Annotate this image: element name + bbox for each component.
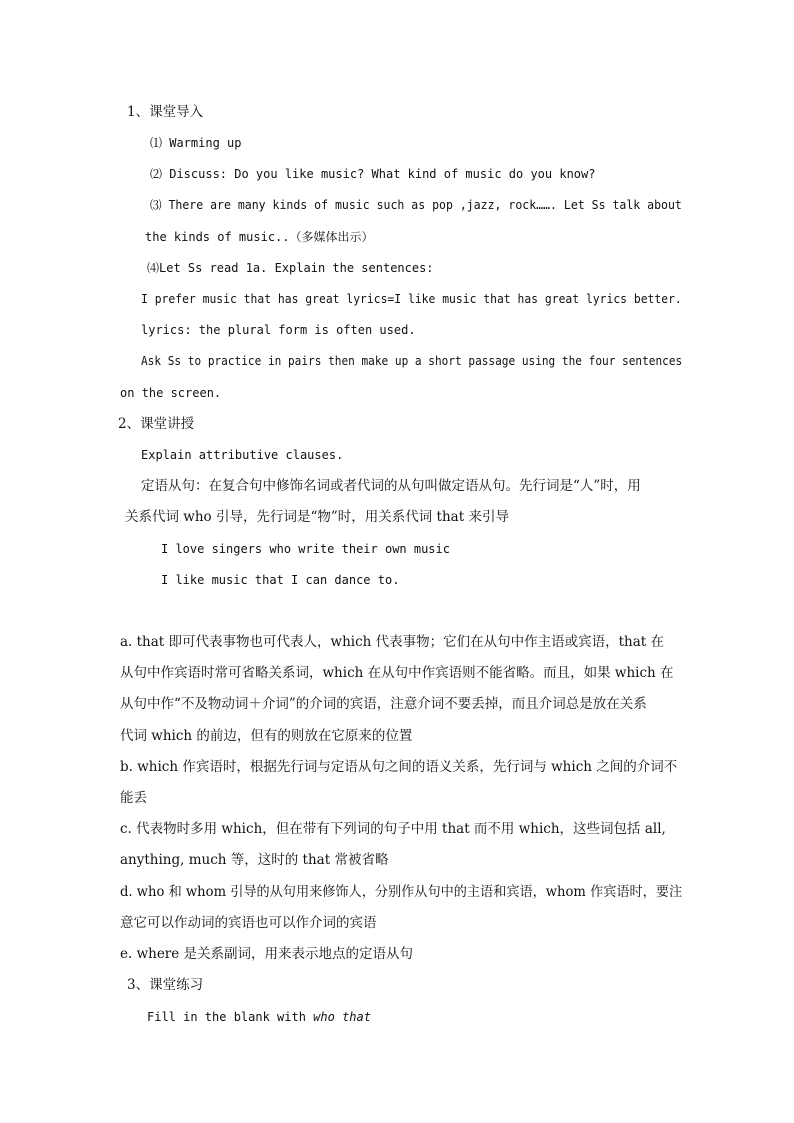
definition-line2: 关系代词 who 引导，先行词是“物”时，用关系代词 that 来引导 — [125, 509, 509, 525]
rule-a-line1: a. that 即可代表事物也可代表人，which 代表事物；它们在从句中作主语或宾语，that 在 — [120, 634, 665, 650]
fill-in-words: who that — [313, 1010, 371, 1024]
item-kinds-line1: ⑶ There are many kinds of music such as pop ,jazz, rock……. Let Ss talk about — [150, 198, 682, 212]
item-read-1a: ⑷Let Ss read 1a. Explain the sentences: — [147, 261, 434, 275]
example-sentence-2: I like music that I can dance to. — [161, 573, 400, 587]
rule-c-line2: anything, much 等，这时的 that 常被省略 — [120, 852, 389, 868]
rule-a-line4: 代词 which 的前边，但有的则放在它原来的位置 — [120, 728, 413, 744]
heading-intro: 1、课堂导入 — [127, 104, 204, 120]
fill-in-prefix: Fill in the blank with — [147, 1010, 314, 1024]
practice-line1: Ask Ss to practice in pairs then make up a short passage using the four sentences — [141, 354, 683, 368]
rule-a-line3: 从句中作“不及物动词＋介词”的介词的宾语，注意介词不要丢掉，而且介词总是放在关系 — [120, 696, 647, 712]
rule-b-line1: b. which 作宾语时，根据先行词与定语从句之间的语义关系，先行词与 which 之间的介词不 — [120, 759, 678, 775]
sentence-lyrics: lyrics: the plural form is often used. — [141, 323, 416, 337]
rule-b-line2: 能丢 — [120, 790, 147, 806]
definition-line1: 定语从句：在复合句中修饰名词或者代词的从句叫做定语从句。先行词是“人”时，用 — [141, 478, 641, 494]
heading-practice: 3、课堂练习 — [127, 977, 204, 993]
sentence-prefer: I prefer music that has great lyrics=I like music that has great lyrics better. — [141, 292, 682, 306]
rule-a-line2: 从句中作宾语时常可省略关系词，which 在从句中作宾语则不能省略。而且，如果 which 在 — [120, 665, 674, 681]
fill-in-instruction — [147, 1007, 371, 1027]
heading-teaching: 2、课堂讲授 — [118, 416, 195, 432]
rule-c-line1: c. 代表物时多用 which，但在带有下列词的句子中用 that 而不用 which，这些词包括 all, — [120, 821, 666, 837]
explain-line: Explain attributive clauses. — [141, 448, 344, 462]
practice-line2: on the screen. — [120, 386, 222, 400]
example-sentence-1: I love singers who write their own music — [161, 542, 450, 556]
item-discuss: ⑵ Discuss: Do you like music? What kind of music do you know? — [150, 167, 596, 181]
rule-d-line2: 意它可以作动词的宾语也可以作介词的宾语 — [120, 915, 377, 931]
item-kinds-line2: the kinds of music..（多媒体出示） — [145, 230, 374, 244]
rule-e-line1: e. where 是关系副词，用来表示地点的定语从句 — [120, 946, 414, 962]
rule-d-line1: d. who 和 whom 引导的从句用来修饰人，分别作从句中的主语和宾语，whom 作宾语时，要注 — [120, 884, 683, 900]
item-warming-up: ⑴ Warming up — [150, 136, 242, 150]
